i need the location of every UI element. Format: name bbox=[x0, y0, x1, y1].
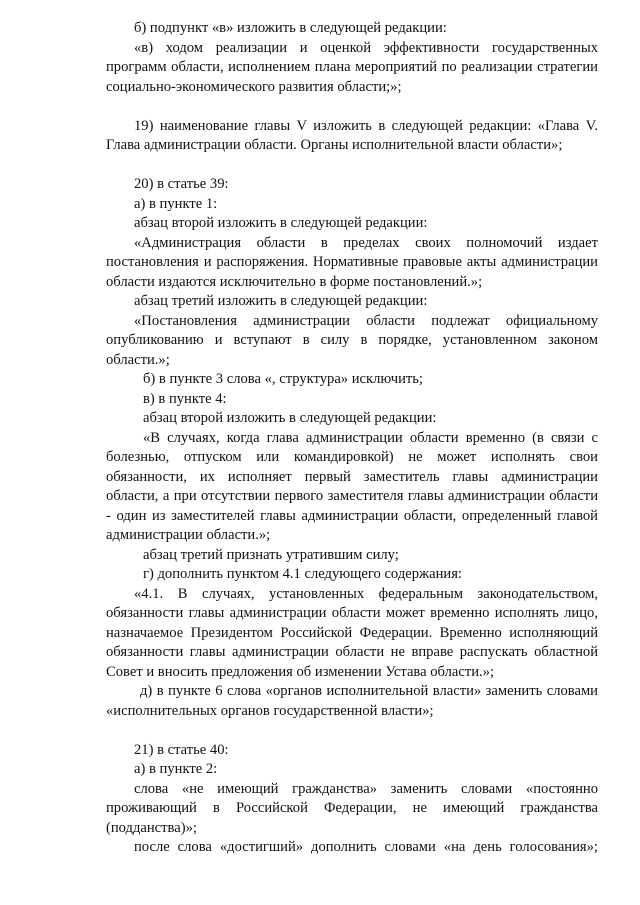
paragraph: слова «не имеющий гражданства» заменить словами «постоянно проживающий в Российской Федерации, не имеющий гражданства (подданства)»; bbox=[106, 780, 598, 836]
paragraph: абзац третий изложить в следующей редакции: bbox=[134, 293, 428, 309]
paragraph: «Постановления администрации области подлежат официальному опубликованию и вступают в силу в порядке, установленном законом области.»; bbox=[106, 312, 598, 368]
paragraph: «Администрация области в пределах своих полномочий издает постановления и распоряжения. Нормативные правовые акты администрации области издаются исключительно в форме постановлений.»; bbox=[106, 234, 598, 290]
paragraph: 20) в статье 39: bbox=[134, 176, 229, 192]
paragraph: «4.1. В случаях, установленных федеральным законодательством, обязанности главы администрации области может временно исполнять лицо, назначаемое Президентом Российской Федерации. Временно исполняющий обязанности главы администрации области не вправе распускать областной Совет и вносить предложения об изменении Устава области.»; bbox=[106, 585, 598, 680]
paragraph: д) в пункте 6 слова «органов исполнительной власти» заменить словами «исполнительных органов государственной власти»; bbox=[106, 683, 598, 719]
paragraph: в) в пункте 4: bbox=[143, 390, 227, 407]
paragraph: б) в пункте 3 слова «, структура» исключить; bbox=[143, 371, 423, 387]
paragraph: 21) в статье 40: bbox=[134, 741, 229, 758]
paragraph: 19) наименование главы V изложить в следующей редакции: «Глава V. Глава администрации области. Органы исполнительной власти области»; bbox=[106, 117, 598, 153]
paragraph-spacer bbox=[106, 97, 598, 117]
paragraph: б) подпункт «в» изложить в следующей редакции: bbox=[134, 20, 447, 36]
paragraph-spacer bbox=[106, 156, 598, 176]
paragraph: абзац второй изложить в следующей редакции: bbox=[134, 215, 428, 231]
paragraph: абзац третий признать утратившим силу; bbox=[143, 546, 399, 563]
paragraph: после слова «достигший» дополнить словами «на день голосования»; bbox=[134, 839, 598, 855]
paragraph: «В случаях, когда глава администрации области временно (в связи с болезнью, отпуском или командировкой) не может исполнять свои обязанности, их исполняет первый заместитель главы администрации области, а при отсутствии первого заместителя главы администрации области - один из заместителей главы администрации области, определенный главой администрации области.»; bbox=[106, 429, 598, 543]
paragraph: абзац второй изложить в следующей редакции: bbox=[143, 410, 437, 426]
paragraph: а) в пункте 1: bbox=[134, 195, 218, 212]
paragraph: «в) ходом реализации и оценкой эффективности государственных программ области, исполнением плана мероприятий по реализации стратегии социально-экономического развития области;»; bbox=[106, 39, 598, 95]
paragraph-spacer bbox=[106, 721, 598, 741]
paragraph: г) дополнить пунктом 4.1 следующего содержания: bbox=[143, 566, 462, 582]
paragraph: а) в пункте 2: bbox=[134, 761, 218, 777]
document-page bbox=[106, 19, 598, 858]
